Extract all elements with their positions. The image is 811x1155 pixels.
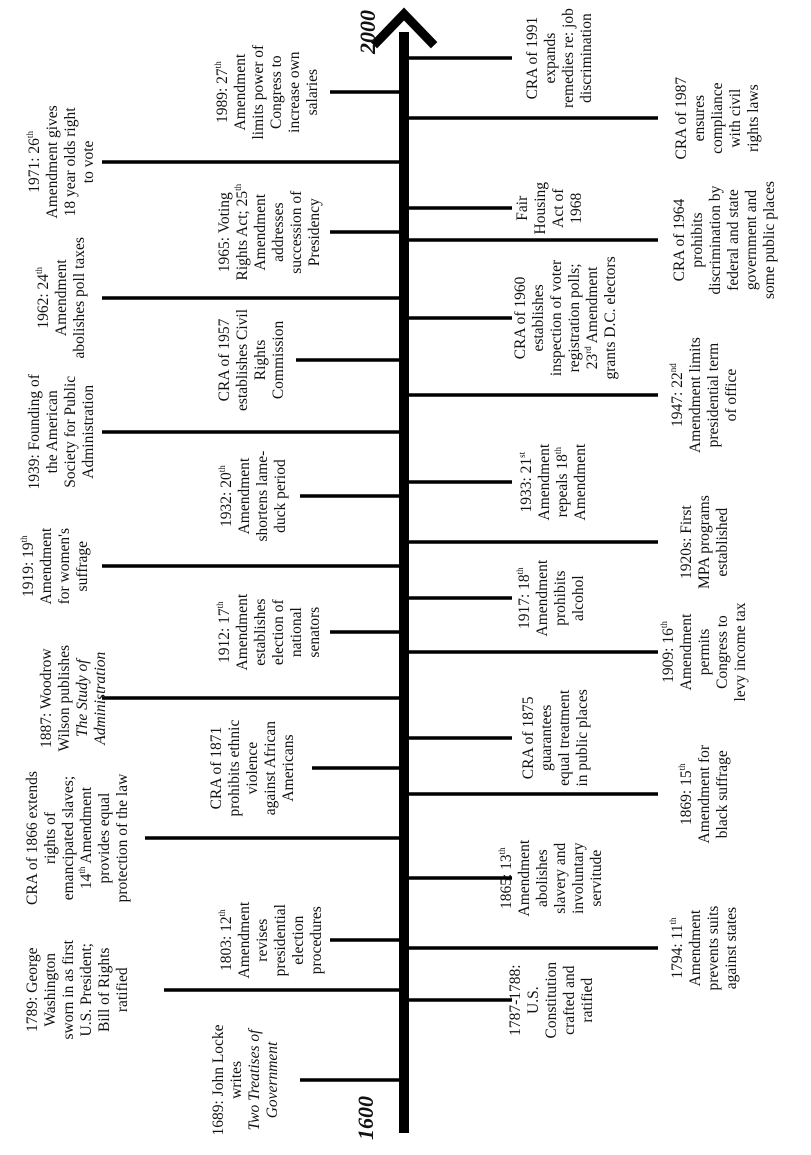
event-label-e1909: 1909: 16th Amendment permits Congress to levy income tax [659,602,749,702]
event-label-e1989: 1989: 27th Amendment limits power of Congress to increase own salaries [213,44,321,140]
event-label-e1803: 1803: 12th Amendment revises presidential election procedures [217,901,325,979]
event-label-e1866: CRA of 1866 extends rights of emancipated slaves; 14th Amendment provides equal protection of the law [24,771,131,905]
event-label-e1875: CRA of 1875 guarantees equal treatment in public places [520,689,591,787]
event-label-e1939: 1939: Founding of the American Society for Public Administration [26,374,97,490]
event-label-e1887: 1887: Woodrow Wilson publishes The Study of Administration [38,644,109,752]
event-label-e1965: 1965: Voting Rights Act; 25th Amendment addresses succession of Presidency [216,183,323,281]
axis-start-label: 1600 [353,1096,378,1140]
event-label-e1971: 1971: 26th Amendment gives 18 year olds right to vote [25,105,97,219]
event-label-e1957: CRA of 1957 establishes Civil Rights Commission [216,308,287,411]
event-label-e1871: CRA of 1871 prohibits ethnic violence against African Americans [208,719,297,817]
event-label-e1787: 1787-1788: U.S. Constitution crafted and ratified [507,961,596,1039]
event-label-e1919: 1919: 19th Amendment for women's suffrage [19,527,91,605]
event-label-e1869: 1869: 15th Amendment for black suffrage [677,744,731,844]
event-label-e1964: CRA of 1964 prohibits discrimination by federal and state government and some public places [671,181,778,299]
event-label-e1865: 1865: 13th Amendment abolishes slavery and involuntary servitude [497,839,605,917]
event-label-e1912: 1912: 17th Amendment establishes election of national senators [215,593,323,671]
event-label-e1962: 1962: 24th Amendment abolishes poll taxes [34,237,88,359]
event-label-e1920s: 1920s: First MPA programs established [678,495,731,589]
event-label-e1917: 1917: 18th Amendment prohibits alcohol [515,559,587,637]
event-label-e1789: 1789: George Washington sworn in as first U.S. President; Bill of Rights ratified [24,940,131,1040]
event-label-e1987: CRA of 1987 ensures compliance with civil rights laws [673,76,762,160]
event-label-e1947: 1947: 22nd Amendment limits presidential term of office [668,337,740,453]
event-label-e1991: CRA of 1991 expands remedies re: job discrimination [524,8,595,108]
event-label-e1933: 1933: 21st Amendment repeals 18th Amendment [517,443,589,521]
event-label-e1960: CRA of 1960 establishes inspection of voter registration polls; 23rd Amendment grants D.C. electors [512,256,619,380]
event-label-e1932: 1932: 20th Amendment shortens lame- duck period [217,450,289,542]
axis-end-label: 2000 [355,10,380,54]
event-label-e1689: 1689: John Locke writes Two Treatises of Government [210,1024,281,1136]
event-label-e1968: Fair Housing Act of 1968 [514,181,585,235]
event-label-e1794: 1794: 11th Amendment prevents suits against states [668,905,740,991]
